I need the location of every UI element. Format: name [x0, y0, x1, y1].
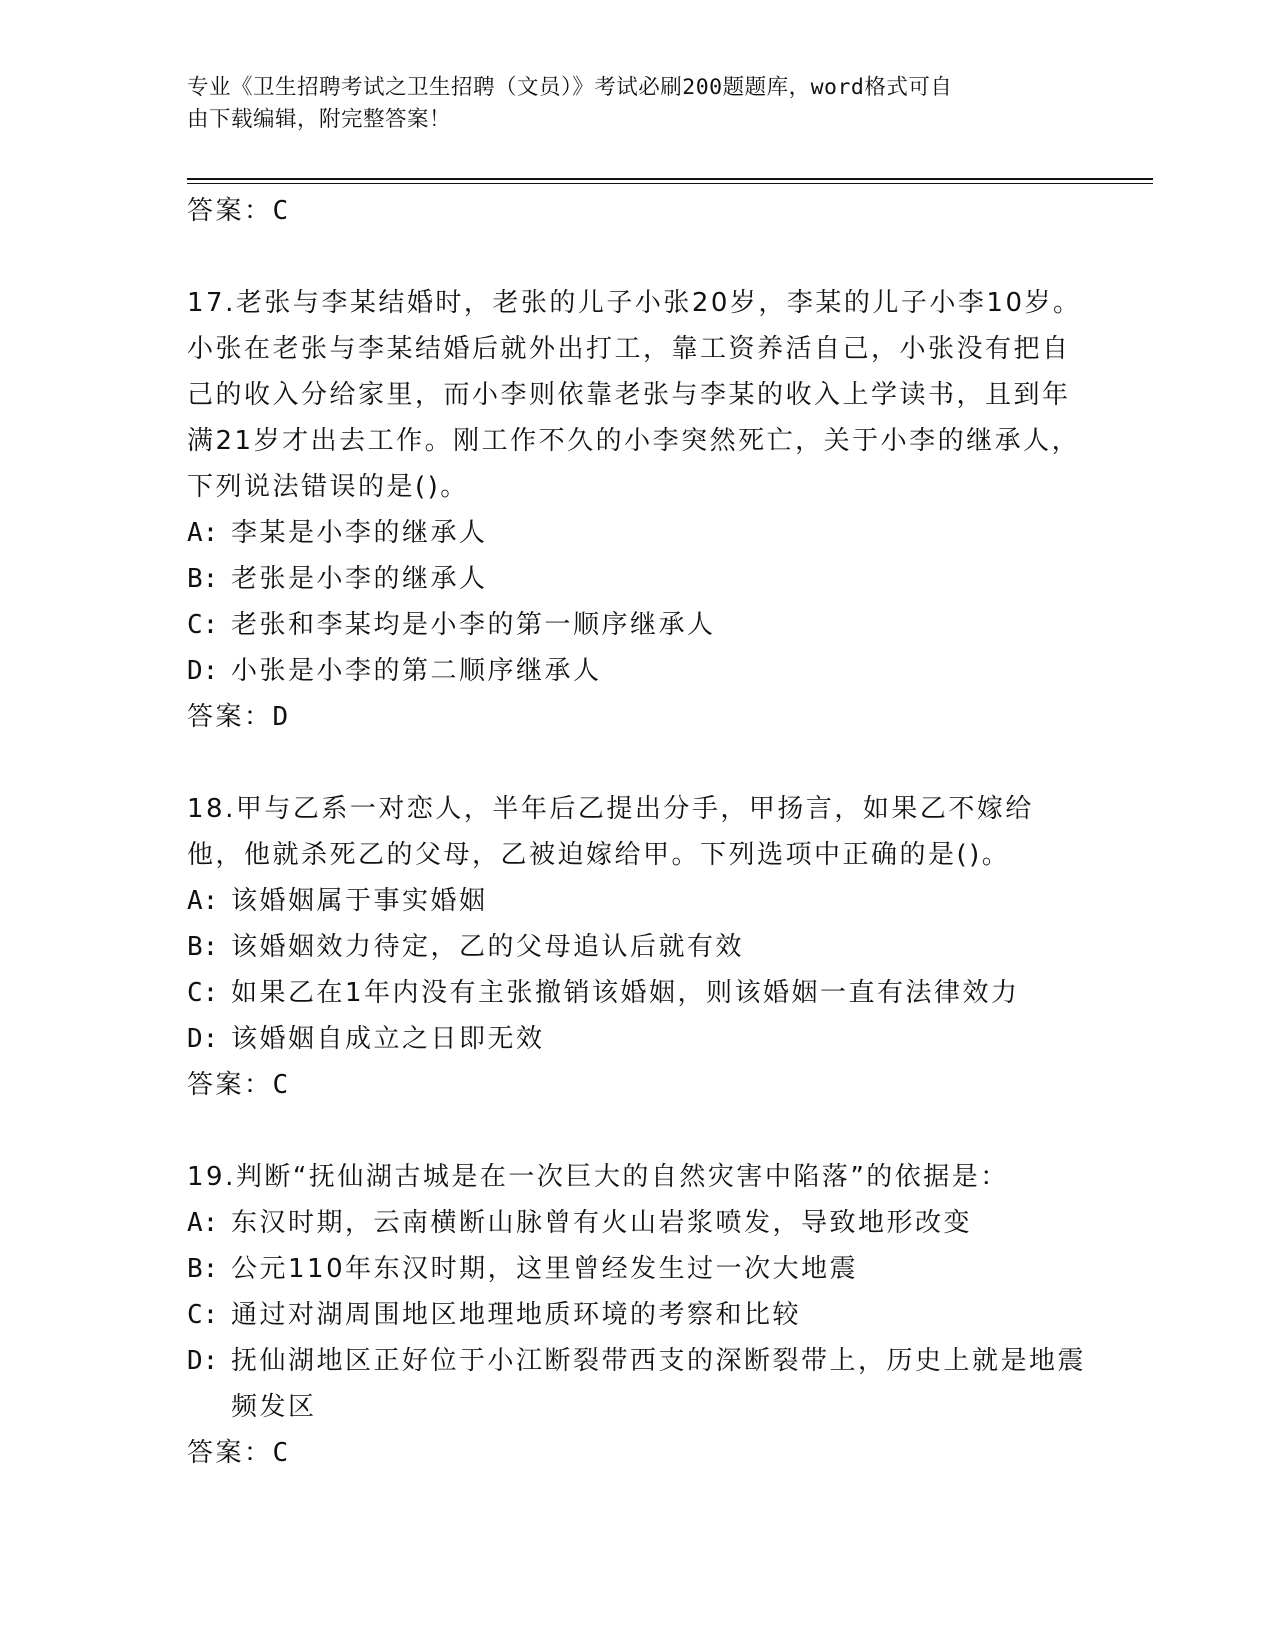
answer — [187, 694, 1087, 740]
answer-value: D — [272, 702, 289, 732]
option-b — [187, 1246, 1087, 1292]
option-text: 通过对湖周围地区地理地质环境的考察和比较 — [231, 1300, 802, 1330]
document-body — [187, 188, 1087, 1476]
question-stem: 17.老张与李某结婚时，老张的儿子小张20岁，李某的儿子小李10岁。小张在老张与李某结婚后就外出打工，靠工资养活自己，小张没有把自己的收入分给家里，而小李则依靠老张与李某的收入上学读书，且到年满21岁才出去工作。刚工作不久的小李突然死亡，关于小李的继承人，下列说法错误的是()。 — [187, 288, 1082, 502]
answer-label: 答案： — [187, 196, 273, 226]
header-line-2: 由下载编辑，附完整答案！ — [187, 107, 452, 132]
header-rule — [187, 178, 1153, 180]
option-text: 老张和李某均是小李的第一顺序继承人 — [231, 610, 716, 640]
question-stem: 19.判断“抚仙湖古城是在一次巨大的自然灾害中陷落”的依据是： — [187, 1162, 1009, 1192]
option-c — [187, 602, 1087, 648]
option-letter: A: — [187, 518, 219, 548]
option-text: 抚仙湖地区正好位于小江断裂带西支的深断裂带上，历史上就是地震频发区 — [231, 1346, 1087, 1422]
option-text: 李某是小李的继承人 — [231, 518, 488, 548]
option-letter: B: — [187, 1254, 219, 1284]
answer — [187, 1430, 1087, 1476]
option-c — [187, 1292, 1087, 1338]
option-d — [187, 648, 1087, 694]
page-header — [187, 72, 1087, 136]
option-letter: A: — [187, 1208, 219, 1238]
option-letter: D: — [187, 1024, 219, 1054]
option-letter: C: — [187, 978, 219, 1008]
option-letter: B: — [187, 932, 219, 962]
header-rule-thin — [187, 183, 1153, 184]
option-letter: B: — [187, 564, 219, 594]
answer-value: C — [272, 1070, 289, 1100]
option-c — [187, 970, 1087, 1016]
option-letter: D: — [187, 656, 219, 686]
question-stem: 18.甲与乙系一对恋人，半年后乙提出分手，甲扬言，如果乙不嫁给他，他就杀死乙的父母，乙被迫嫁给甲。下列选项中正确的是()。 — [187, 794, 1034, 870]
option-text: 该婚姻属于事实婚姻 — [231, 886, 488, 916]
option-a — [187, 878, 1087, 924]
option-b — [187, 556, 1087, 602]
option-d — [187, 1338, 1087, 1430]
option-a — [187, 510, 1087, 556]
answer — [187, 1062, 1087, 1108]
option-letter: C: — [187, 610, 219, 640]
option-letter: D: — [187, 1346, 219, 1376]
answer-label: 答案： — [187, 1070, 273, 1100]
option-d — [187, 1016, 1087, 1062]
answer-label: 答案： — [187, 702, 273, 732]
option-b — [187, 924, 1087, 970]
option-a — [187, 1200, 1087, 1246]
question-19 — [187, 1154, 1087, 1476]
option-letter: C: — [187, 1300, 219, 1330]
option-text: 老张是小李的继承人 — [231, 564, 488, 594]
answer-label: 答案： — [187, 1438, 273, 1468]
option-text: 东汉时期，云南横断山脉曾有火山岩浆喷发，导致地形改变 — [231, 1208, 973, 1238]
answer-value: C — [272, 196, 289, 226]
option-text: 该婚姻效力待定，乙的父母追认后就有效 — [231, 932, 745, 962]
header-line-1: 专业《卫生招聘考试之卫生招聘（文员）》考试必刷200题题库，word格式可自 — [187, 75, 953, 100]
previous-answer — [187, 188, 1087, 234]
option-text: 公元110年东汉时期，这里曾经发生过一次大地震 — [231, 1254, 859, 1284]
question-17 — [187, 280, 1087, 740]
question-18 — [187, 786, 1087, 1108]
option-text: 如果乙在1年内没有主张撤销该婚姻，则该婚姻一直有法律效力 — [231, 978, 1020, 1008]
answer-value: C — [272, 1438, 289, 1468]
option-letter: A: — [187, 886, 219, 916]
option-text: 该婚姻自成立之日即无效 — [231, 1024, 545, 1054]
option-text: 小张是小李的第二顺序继承人 — [231, 656, 602, 686]
